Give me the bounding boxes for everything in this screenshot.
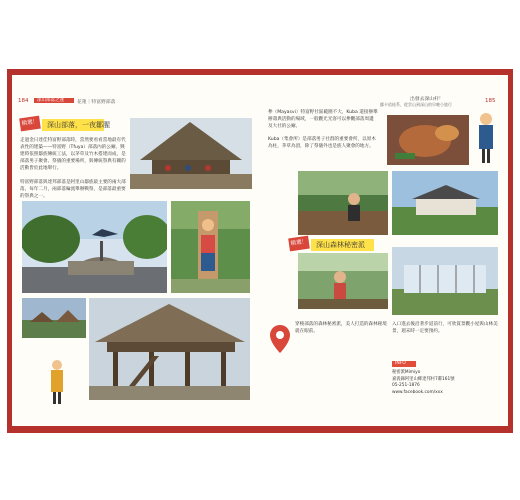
info-phone: 05-251-1876 xyxy=(392,383,420,388)
photo-bbq-food xyxy=(387,115,469,165)
running-header: 花蓮｜特富野部落 xyxy=(77,100,116,105)
section-tag-right: 精選！ xyxy=(288,236,310,252)
page-number-left: 184 xyxy=(18,98,29,104)
info-name: 秘密派Mimiyo xyxy=(392,370,421,375)
left-page xyxy=(12,75,260,426)
photo-small-village xyxy=(22,298,86,338)
photo-forest-deck xyxy=(298,171,388,235)
photo-stone-platform xyxy=(22,201,167,293)
photo-festival xyxy=(130,118,252,189)
photo-glass-house xyxy=(392,247,498,315)
info-address: 嘉義縣阿里山鄉達邦村7鄰161號 xyxy=(392,377,455,382)
right-header-line-2: 鄒卡依桂系，從雲山到深山的早晚小旅行 xyxy=(380,102,452,107)
info-title: INFO xyxy=(392,361,416,367)
illustration-figure-left xyxy=(46,358,68,406)
right-body-bottom-right: 入口進去後沿著步道前行，可欣賞景觀小屋與山林美景，週末時一定要預約。 xyxy=(392,322,498,334)
body-paragraph-2: 特富野部落與達邦部落是阿里山鄒族最主要的兩大部落，每年二月，兩部落輪流舉辦戰祭，是部落最重要的祭典之一。 xyxy=(20,180,126,199)
right-header-line-1: 出發去深山杆！ xyxy=(410,97,444,102)
photo-forest-walk xyxy=(298,253,388,309)
right-body-top-paragraph-1: 參（Mayasvi）特富野社區範圍不大，Kuba 還接辦舉辦壽典活動的場域，一般觀光光客可以參觀部落周邊及大社的公廨。 xyxy=(268,110,378,129)
right-page xyxy=(260,75,508,426)
section-title: 深山部落，一夜鄒腥 xyxy=(42,119,104,131)
right-body-top xyxy=(268,109,378,150)
right-body-bottom-left: 穿梭部落的森林秘密派，美人打造的森林秘境就在眼前。 xyxy=(295,322,387,334)
illustration-map-pin xyxy=(270,325,290,353)
book-spread xyxy=(7,69,513,433)
info-website[interactable]: www.facebook.com/xxx xyxy=(392,390,443,395)
page-number-right: 185 xyxy=(485,98,496,104)
photo-carved-pole xyxy=(171,201,250,293)
section-title-right: 深山森林秘密派 xyxy=(311,239,374,251)
section-tag: 精選！ xyxy=(19,116,41,132)
body-paragraph-1: 走過金日達佳特富野部落時，當然要看看當地最有代表性的建築——特富野（Tfuya）部落內的公廨，興建時依照鄒族傳統工法，以茅草及竹木搭建而成，是部落男子聚會、祭儀的重要場所，與傳統祭典有關的活動皆於此地舉行。 xyxy=(20,138,126,171)
illustration-figure-right xyxy=(474,111,498,166)
photo-kuba-hut xyxy=(89,298,250,400)
right-body-top-paragraph-2: Kuba（集會所）是部落男子社群的重要會所，以原木為柱，茅草為頂，除了祭儀外也是族人聚會的地方。 xyxy=(268,137,376,149)
photo-cabin xyxy=(392,171,498,235)
chapter-title-bar: 深山部落之逢 xyxy=(34,98,74,103)
